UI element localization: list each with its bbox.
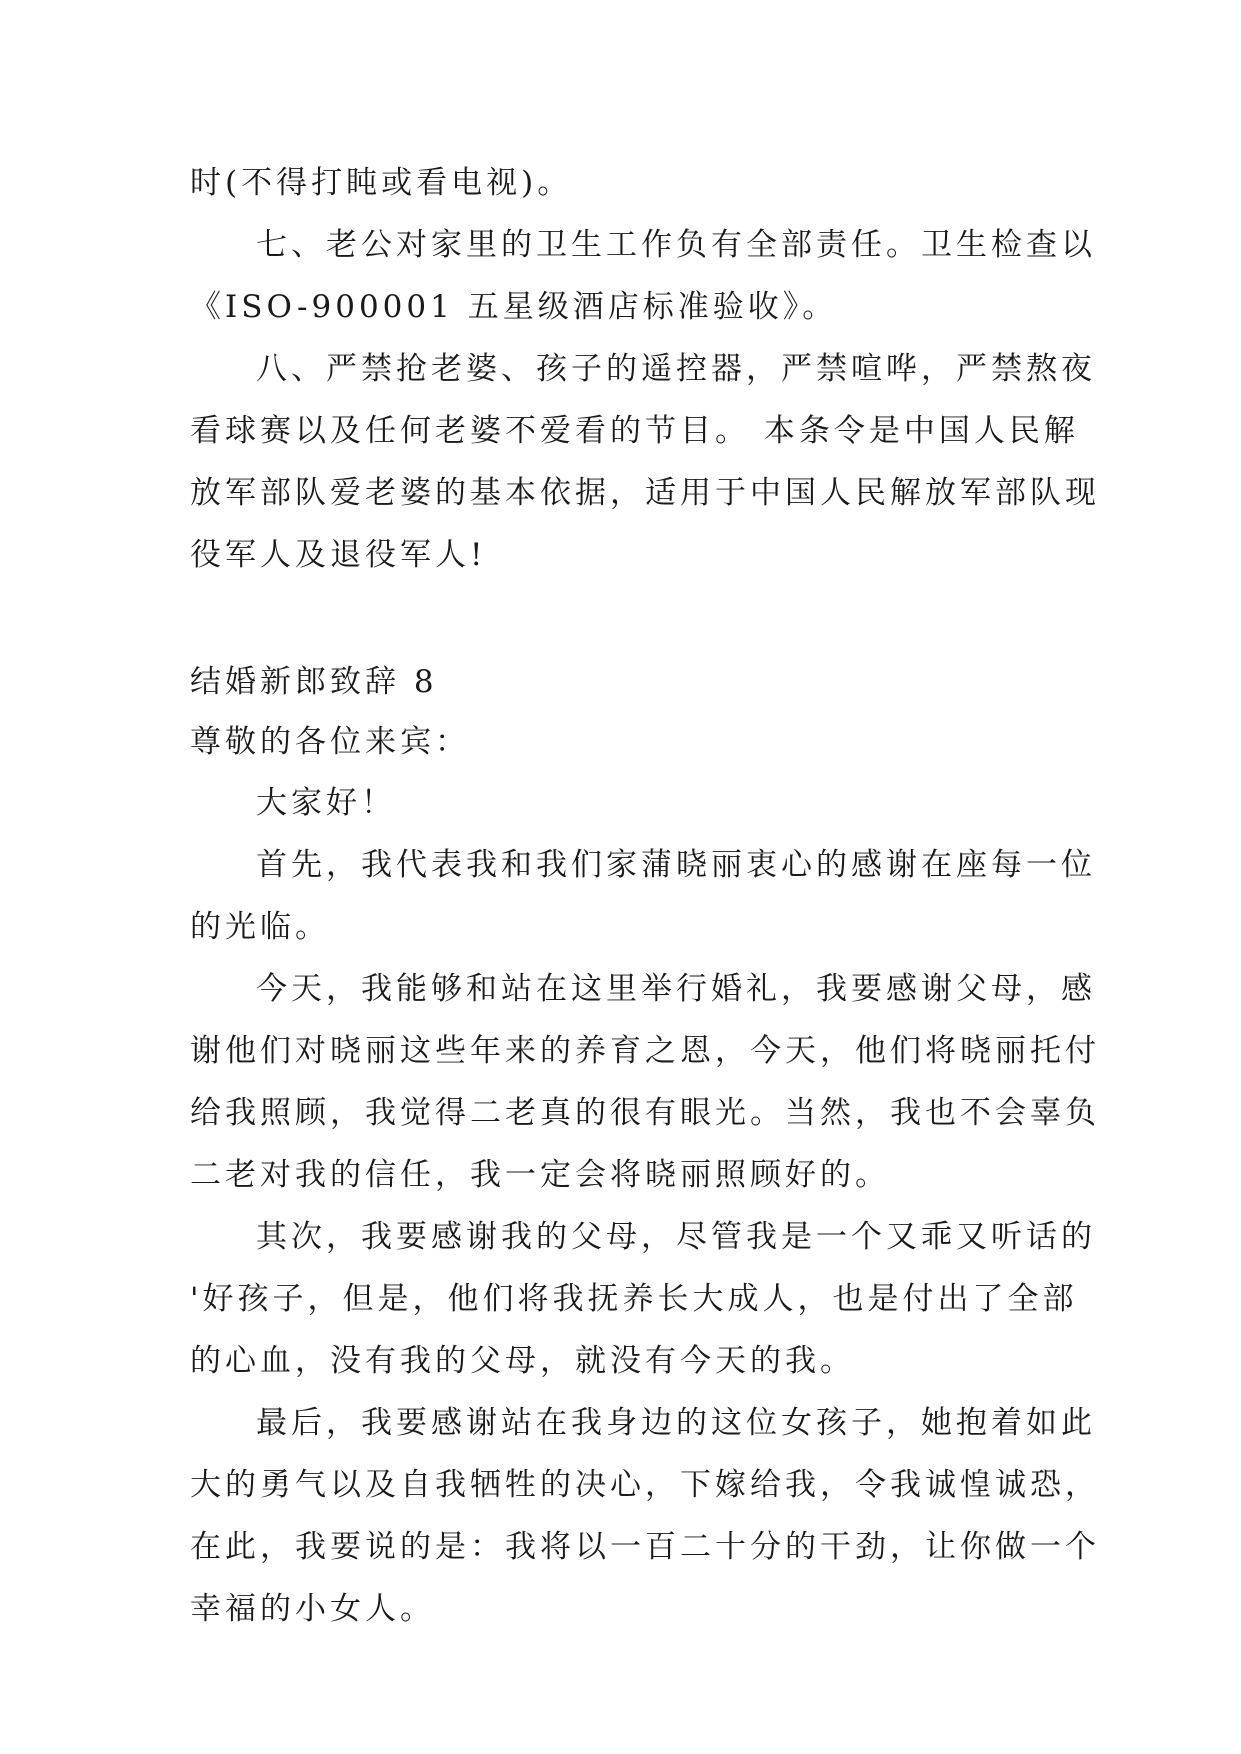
paragraph-rule-seven [190,214,1096,338]
text-line: 最后，我要感谢站在我身边的这位女孩子，她抱着如此 [256,1405,1096,1441]
text-line: 的光临。 [190,909,330,945]
paragraph-thanks-in-laws [190,958,1100,1206]
paragraph-rule-eight [190,338,1100,586]
text-line: 看球赛以及任何老婆不爱看的节目。 本条令是中国人民解 [190,413,1079,449]
paragraph-thanks-guests [190,834,1096,958]
section-title: 结婚新郎致辞 8 [190,664,438,700]
text-line: 《ISO-900001 五星级酒店标准验收》。 [190,289,838,325]
text-line: 今天，我能够和站在这里举行婚礼，我要感谢父母，感 [256,971,1096,1007]
text-line: 幸福的小女人。 [190,1591,435,1627]
text-line: 八、严禁抢老婆、孩子的遥控器，严禁喧哗，严禁熬夜 [256,351,1096,387]
text-line: 七、老公对家里的卫生工作负有全部责任。卫生检查以 [256,227,1096,263]
text-line: 在此，我要说的是：我将以一百二十分的干劲，让你做一个 [190,1529,1100,1565]
text-line: 放军部队爱老婆的基本依据，适用于中国人民解放军部队现 [190,475,1100,511]
text-line: 二老对我的信任，我一定会将晓丽照顾好的。 [190,1157,890,1193]
text-line: 大的勇气以及自我牺牲的决心，下嫁给我，令我诚惶诚恐， [190,1467,1100,1503]
text-line: 时(不得打盹或看电视)。 [190,165,573,201]
paragraph-continuation [190,152,1058,214]
paragraph-greeting [190,772,1058,834]
text-line: '好孩子，但是，他们将我抚养长大成人，也是付出了全部 [190,1281,1078,1317]
text-line: 役军人及退役军人! [190,537,487,573]
text-line: 其次，我要感谢我的父母，尽管我是一个又乖又听话的 [256,1219,1096,1255]
text-line: 的心血，没有我的父母，就没有今天的我。 [190,1343,855,1379]
section-spacer [190,586,1058,652]
paragraph-thanks-parents [190,1206,1096,1392]
paragraph-thanks-bride [190,1392,1100,1640]
salutation: 尊敬的各位来宾： [190,724,470,760]
text-line: 给我照顾，我觉得二老真的很有眼光。当然，我也不会辜负 [190,1095,1100,1131]
document-body [190,152,1100,1640]
text-line: 大家好！ [256,785,396,821]
text-line: 谢他们对晓丽这些年来的养育之恩，今天，他们将晓丽托付 [190,1033,1100,1069]
text-line: 首先，我代表我和我们家蒲晓丽衷心的感谢在座每一位 [256,847,1096,883]
